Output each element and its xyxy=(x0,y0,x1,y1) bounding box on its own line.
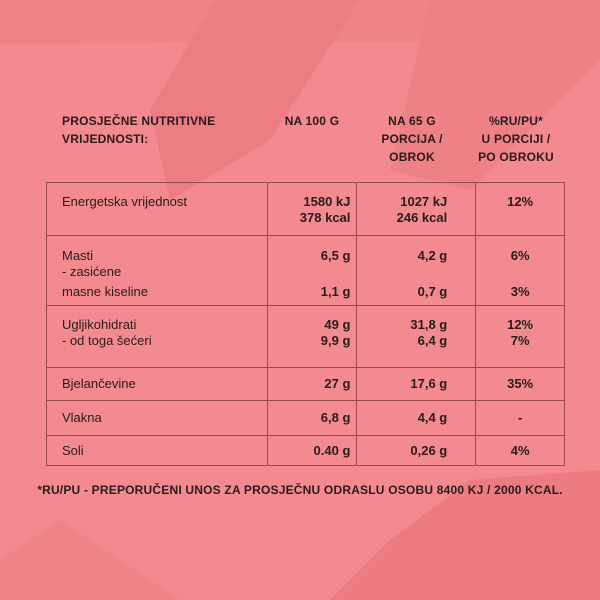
nutrition-table xyxy=(46,182,565,466)
per65-value: 31,8 g xyxy=(410,317,448,332)
row-label-cell xyxy=(47,236,268,306)
table-row xyxy=(47,236,565,306)
ri-value: 35% xyxy=(507,376,534,391)
per65-cell xyxy=(357,436,476,466)
per65-value: 4,2 g xyxy=(417,248,448,263)
per100-value: 0.40 g xyxy=(313,443,351,458)
per100-cell xyxy=(267,183,357,236)
footnote: *RU/PU - PREPORUČENI UNOS ZA PROSJEČNU ODRASLU OSOBU 8400 KJ / 2000 KCAL. xyxy=(37,483,563,497)
per100-value: 49 g xyxy=(324,317,351,332)
row-label: Vlakna xyxy=(62,410,102,425)
per100-value: 9,9 g xyxy=(320,333,351,348)
table-row xyxy=(47,401,565,436)
header-per-portion-line1: NA 65 G xyxy=(388,114,436,128)
ri-value: 6% xyxy=(510,248,530,263)
per65-cell xyxy=(357,236,476,306)
header-per-portion xyxy=(360,112,464,166)
header-ri-line3: PO OBROKU xyxy=(478,150,554,164)
header-ri-line1: %RU/PU* xyxy=(488,114,544,128)
ri-cell xyxy=(476,401,565,436)
per100-cell xyxy=(267,401,357,436)
per65-cell xyxy=(357,183,476,236)
row-label-cell xyxy=(47,306,268,368)
per100-value: 6,8 g xyxy=(320,410,351,425)
header-label-line1: PROSJEČNE NUTRITIVNE xyxy=(62,114,216,128)
row-label: Ugljikohidrati xyxy=(62,317,137,332)
per65-cell xyxy=(357,368,476,401)
ri-value: 7% xyxy=(510,333,530,348)
row-label: Soli xyxy=(62,443,84,458)
row-label-cell xyxy=(47,436,268,466)
per100-cell xyxy=(267,306,357,368)
per65-value: 246 kcal xyxy=(396,210,448,225)
per100-cell xyxy=(267,368,357,401)
per65-value: 0,26 g xyxy=(410,443,448,458)
per65-cell xyxy=(357,306,476,368)
per100-value: 378 kcal xyxy=(299,210,351,225)
per100-value: 1,1 g xyxy=(320,284,351,299)
row-label: - zasićene xyxy=(62,264,122,279)
per100-value: 1580 kJ xyxy=(303,194,351,209)
table-row xyxy=(47,183,565,236)
row-label: Bjelančevine xyxy=(62,376,136,391)
row-label: Energetska vrijednost xyxy=(62,194,188,209)
per65-value: 17,6 g xyxy=(410,376,448,391)
ri-value: - xyxy=(517,410,523,425)
per65-value: 1027 kJ xyxy=(400,194,448,209)
ri-value: 3% xyxy=(510,284,530,299)
row-label-cell xyxy=(47,401,268,436)
per100-value: 27 g xyxy=(324,376,351,391)
row-label: - od toga šećeri xyxy=(62,333,152,348)
header-ri-line2: U PORCIJI / xyxy=(481,132,551,146)
header-per-portion-line2: PORCIJA / OBROK xyxy=(381,132,443,164)
row-label: Masti xyxy=(62,248,94,263)
per65-cell xyxy=(357,401,476,436)
per100-cell xyxy=(267,236,357,306)
ri-value: 12% xyxy=(507,317,534,332)
table-row xyxy=(47,368,565,401)
per100-cell xyxy=(267,436,357,466)
per65-value: 6,4 g xyxy=(417,333,448,348)
per100-value: 6,5 g xyxy=(320,248,351,263)
row-label-cell xyxy=(47,368,268,401)
ri-cell xyxy=(476,236,565,306)
row-label-cell xyxy=(47,183,268,236)
ri-cell xyxy=(476,368,565,401)
ri-value: 12% xyxy=(507,194,534,209)
table-row xyxy=(47,306,565,368)
ri-cell xyxy=(476,306,565,368)
header-per-100g-text: NA 100 G xyxy=(284,114,340,128)
ri-value: 4% xyxy=(510,443,530,458)
table-row xyxy=(47,436,565,466)
ri-cell xyxy=(476,183,565,236)
header-per-100g xyxy=(272,112,352,130)
header-ri xyxy=(468,112,564,166)
row-label: masne kiseline xyxy=(62,284,148,299)
per65-value: 0,7 g xyxy=(417,284,448,299)
per65-value: 4,4 g xyxy=(417,410,448,425)
header-label-line2: VRIJEDNOSTI: xyxy=(62,132,149,146)
header-label xyxy=(62,112,262,148)
ri-cell xyxy=(476,436,565,466)
